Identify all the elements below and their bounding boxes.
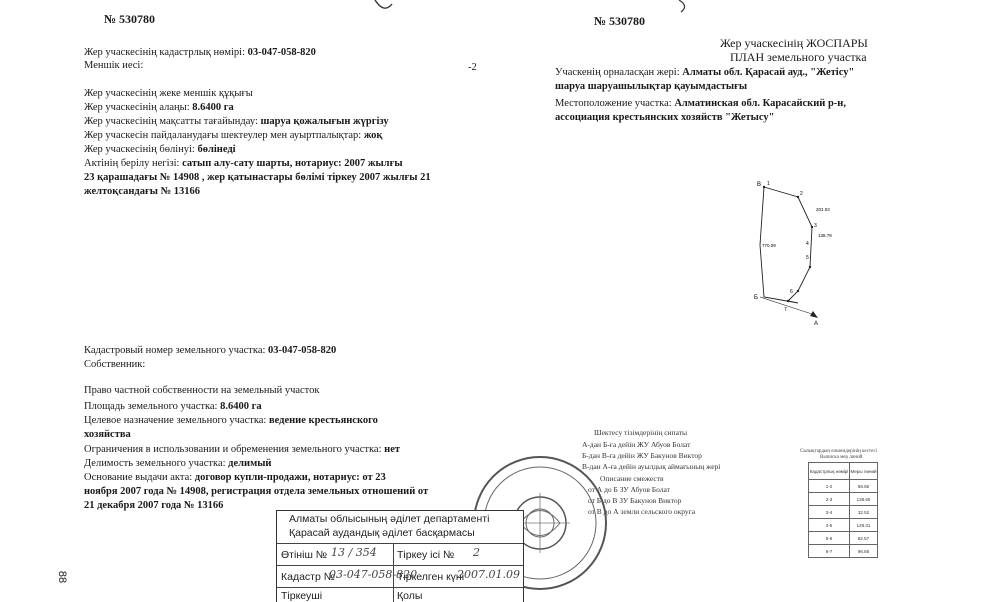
stamp-cadastre-label: Кадастр №	[281, 571, 336, 583]
table-row	[809, 519, 878, 532]
kz-area-line: Жер учаскесінің алаңы: 8.6400 га	[84, 102, 234, 113]
land-plot-plan-drawing	[740, 175, 830, 325]
top-scribble-icon	[675, 0, 695, 14]
table-cell: 128.31	[850, 519, 878, 532]
plan-label-7: 7	[784, 307, 787, 313]
kz-owner-line: Меншік иесі:	[84, 60, 144, 71]
plan-label-5: 5	[806, 255, 809, 261]
point-marker	[763, 186, 765, 188]
kz-basis-line-2: 23 қарашадағы № 14908 , жер қатынастары бөлімі тіркеу 2007 жылғы 21	[84, 172, 431, 183]
ru-ownership-line: Право частной собственности на земельный участок	[84, 385, 320, 396]
top-scribble-icon	[370, 0, 400, 14]
stamp-signature-label: Қолы	[397, 590, 423, 602]
kz-divisibility-line: Жер учаскесінің бөлінуі: бөлінеді	[84, 144, 236, 155]
table-cell: 82.57	[850, 532, 878, 545]
point-marker	[797, 196, 799, 198]
table-row	[809, 532, 878, 545]
plan-label-1: 1	[767, 181, 770, 187]
plan-distance-3: 770.09	[762, 243, 776, 248]
neighbor-ru-1: от А до Б ЗУ Абуов Болат	[588, 485, 670, 494]
coord-table-subtitle: Выписка мер линий	[820, 455, 863, 460]
certificate-number-left: № 530780	[104, 12, 156, 26]
plan-distance-1: 201.03	[816, 207, 830, 212]
stamp-case-label: Тіркеу ісі №	[397, 549, 455, 561]
plot-arrow-line	[760, 297, 815, 315]
plan-label-2: 2	[800, 191, 803, 197]
table-header: Меры линий	[850, 463, 878, 480]
point-marker	[787, 300, 789, 302]
ru-basis-line-2: ноября 2007 года № 14908, регистрация отдела земельных отношений от	[84, 486, 429, 497]
neighbors-title-ru: Описание смежеств	[600, 474, 664, 483]
kz-restrictions-line: Жер учаскесін пайдаланудағы шектеулер мен ауыртпалықтар: жоқ	[84, 130, 383, 141]
table-header: Кадастрлық нөмірі	[809, 463, 850, 480]
point-marker	[797, 290, 799, 292]
kz-cadastral-line: Жер учаскесінің кадастрлық нөмірі: 03-047-058-820	[84, 47, 316, 58]
ru-owner-line: Собственник:	[84, 359, 146, 370]
neighbor-ru-2: от Б до В ЗУ Бакунов Виктор	[588, 496, 682, 505]
kz-basis-line: Актінің берілу негізі: сатып алу-сату шарты, нотариус: 2007 жылғы	[84, 158, 403, 169]
plan-distance-2: 138.78	[818, 233, 832, 238]
ru-area-line: Площадь земельного участка: 8.6400 га	[84, 401, 262, 412]
table-cell: 32.52	[850, 506, 878, 519]
plan-location-kz: Учаскенің орналасқан жері: Алматы обл. Қарасай ауд., "Жетісу"	[555, 67, 855, 78]
coord-table	[808, 462, 878, 558]
stamp-handwritten-case: 2	[473, 546, 480, 559]
plan-title-ru: ПЛАН земельного участка	[730, 50, 867, 64]
table-row	[809, 463, 878, 480]
plan-label-B: В	[757, 182, 762, 188]
plan-title-kz: Жер учаскесінің ЖОСПАРЫ	[720, 36, 868, 50]
table-cell: 4-5	[809, 519, 850, 532]
stamp-line-2: Қарасай аудандық әділет басқармасы	[289, 527, 475, 539]
stamp-date-label: Тіркелген күні	[397, 571, 465, 583]
point-marker	[811, 226, 813, 228]
stamp-handwritten-application: 13 / 354	[331, 546, 377, 559]
table-row	[809, 506, 878, 519]
table-cell: 96.56	[850, 545, 878, 558]
coord-table-title: Сызықтардың өлшемдерінің кестесі	[800, 449, 878, 454]
plan-label-G: Б	[754, 295, 758, 301]
neighbor-ru-3: от В до А земли сельского округа	[588, 507, 696, 516]
plan-label-A: А	[814, 321, 819, 327]
table-row	[809, 493, 878, 506]
plan-label-4: 4	[806, 241, 809, 247]
table-cell: 68.56	[850, 480, 878, 493]
table-row	[809, 545, 878, 558]
ru-divisibility-line: Делимость земельного участка: делимый	[84, 458, 272, 469]
north-arrow-icon	[810, 311, 818, 318]
neighbor-kz-1: А-дан Б-ға дейін ЖУ Абуов Болат	[582, 440, 691, 449]
neighbors-title-kz: Шектесу тізімдерінің сипаты	[594, 428, 688, 437]
stamp-line-1: Алматы облысының әділет департаменті	[289, 513, 490, 525]
stamp-application-label: Өтініш №	[281, 549, 328, 561]
table-cell: 6-7	[809, 545, 850, 558]
table-cell: 1-2	[809, 480, 850, 493]
plan-location-kz-2: шаруа шаруашылықтар қауымдастығы	[555, 81, 748, 92]
plan-label-6: 6	[790, 289, 793, 295]
plan-location-ru: Местоположение участка: Алматинская обл. Карасайский р-н,	[555, 98, 846, 109]
ru-cadastral-line: Кадастровый номер земельного участка: 03-047-058-820	[84, 345, 337, 356]
neighbor-kz-2: Б-дан В-ға дейін ЖУ Бакунов Виктор	[582, 451, 702, 460]
ru-basis-line-3: 21 декабря 2007 года № 13166	[84, 500, 224, 511]
ru-purpose-line: Целевое назначение земельного участка: ведение крестьянского	[84, 415, 378, 426]
table-cell: 2-3	[809, 493, 850, 506]
page-side-number: 88	[56, 570, 69, 584]
table-row	[809, 480, 878, 493]
kz-ownership-line: Жер учаскесінің жеке меншік құқығы	[84, 88, 253, 99]
point-marker	[809, 266, 811, 268]
plan-label-3: 3	[814, 223, 817, 229]
stamp-handwritten-cadastre: 03-047-058-820	[329, 568, 418, 581]
certificate-number-right: № 530780	[594, 14, 646, 28]
neighbor-kz-3: В-дан А-ға дейін ауылдық аймағының жері	[582, 462, 721, 471]
kz-purpose-line: Жер учаскесінің мақсатты тағайындау: шаруа қожалығын жүргізу	[84, 116, 389, 127]
registration-stamp	[276, 510, 524, 602]
kz-basis-line-3: желтоқсандағы № 13166	[84, 186, 201, 197]
ru-basis-line: Основание выдачи акта: договор купли-продажи, нотариус: от 23	[84, 472, 386, 483]
ru-restrictions-line: Ограничения в использовании и обременения земельного участка: нет	[84, 444, 401, 455]
kz-owner-mark: -2	[468, 62, 477, 73]
table-cell: 3-4	[809, 506, 850, 519]
stamp-registrar-label: Тіркеуші	[281, 590, 323, 602]
plan-location-ru-2: ассоциация крестьянских хозяйств "Жетысу"	[555, 112, 775, 123]
table-cell: 138.65	[850, 493, 878, 506]
ru-purpose-line-2: хозяйства	[84, 429, 131, 440]
table-cell: 5-6	[809, 532, 850, 545]
stamp-handwritten-date: 2007.01.09	[457, 568, 520, 581]
